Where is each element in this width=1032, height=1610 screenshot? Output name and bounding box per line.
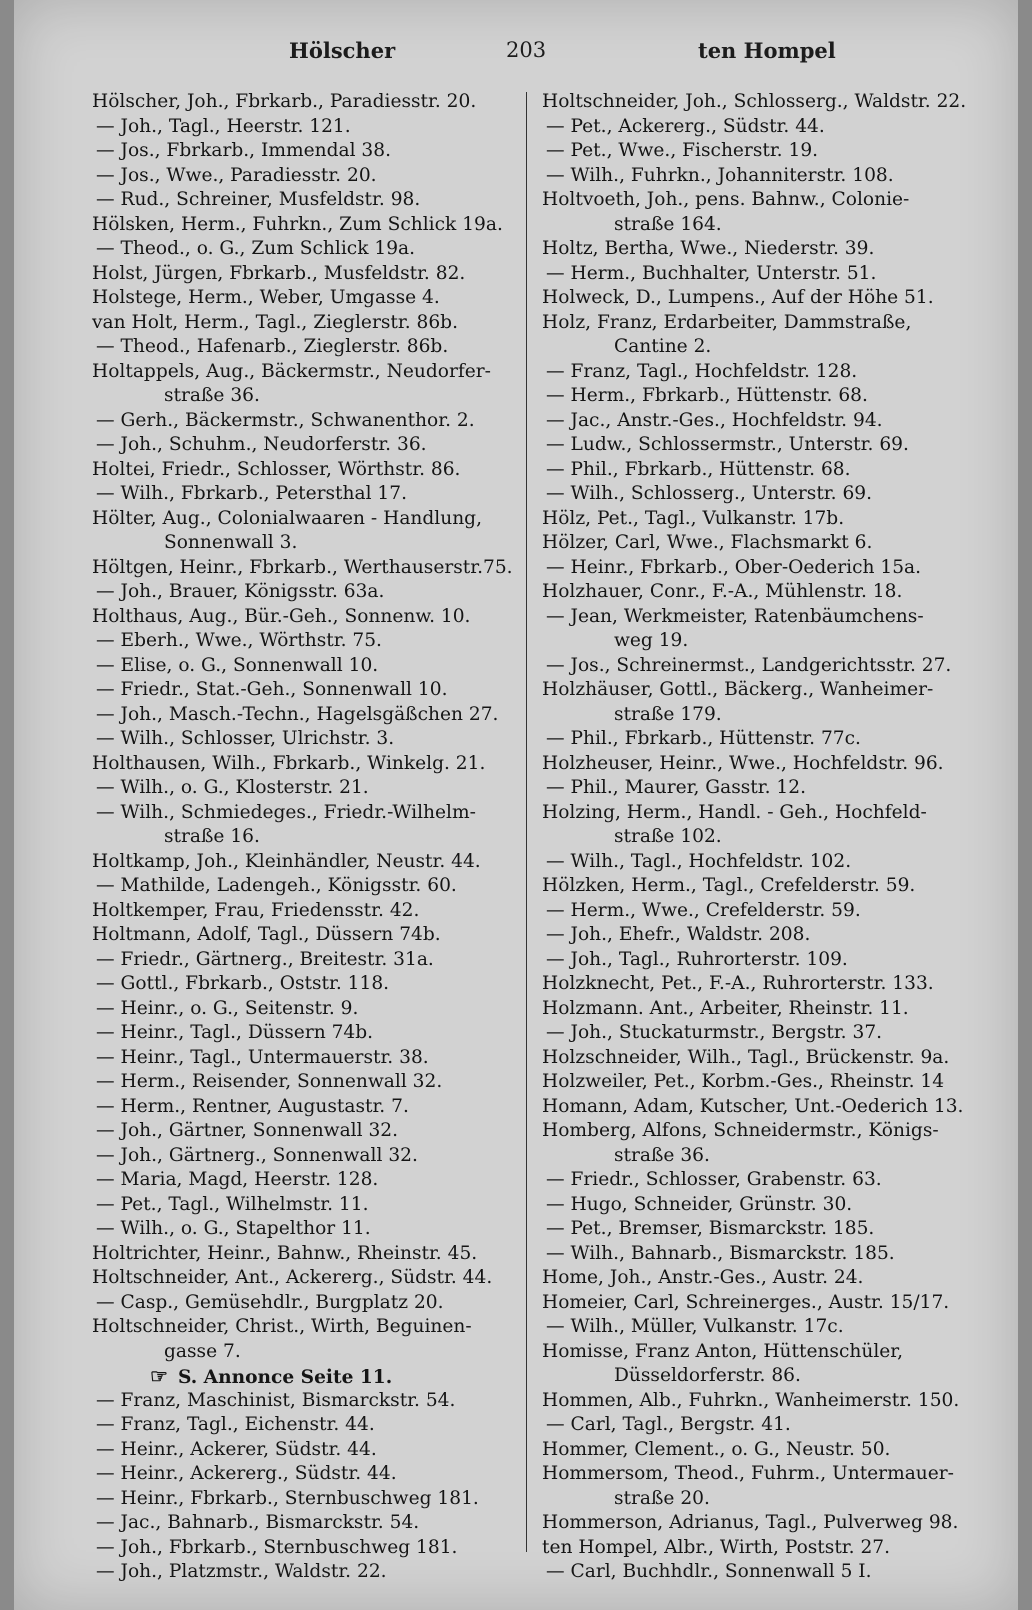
entry-text: — Wilh., Bahnarb., Bismarckstr. 185. (546, 1242, 895, 1264)
directory-entry (92, 1021, 532, 1046)
entry-text: Hölter, Aug., Colonialwaaren - Handlung, (92, 507, 482, 529)
entry-text: — Herm., Rentner, Augustastr. 7. (96, 1095, 409, 1117)
entry-text: — Franz, Tagl., Eichenstr. 44. (96, 1414, 375, 1435)
entry-text: van Holt, Herm., Tagl., Zieglerstr. 86b. (92, 311, 458, 333)
directory-entry (542, 1340, 982, 1365)
directory-entry (92, 237, 532, 262)
entry-continuation (92, 384, 532, 409)
entry-text: Holtkamp, Joh., Kleinhändler, Neustr. 44. (92, 850, 481, 872)
directory-entry (92, 948, 532, 973)
directory-entry (92, 1291, 532, 1316)
entry-text: — Eberh., Wwe., Wörthstr. 75. (96, 630, 382, 651)
directory-entry (542, 384, 982, 409)
directory-entry (92, 1119, 532, 1144)
entry-text: — Gottl., Fbrkarb., Oststr. 118. (96, 973, 390, 994)
entry-text: Holzknecht, Pet., F.-A., Ruhrorterstr. 133. (542, 973, 934, 994)
directory-entry (92, 1168, 532, 1193)
entry-text: Holstege, Herm., Weber, Umgasse 4. (92, 287, 440, 308)
directory-entry (92, 899, 532, 924)
directory-entry (92, 752, 532, 777)
directory-entry (542, 727, 982, 752)
directory-entry (92, 433, 532, 458)
entry-text: Holtschneider, Ant., Ackererg., Südstr. 44. (92, 1267, 493, 1288)
directory-entry (542, 1095, 982, 1120)
entry-text: Holthausen, Wilh., Fbrkarb., Winkelg. 21. (92, 752, 486, 774)
entry-text: — Joh., Tagl., Heerstr. 121. (96, 115, 351, 137)
entry-continuation (542, 1144, 982, 1169)
directory-entry (542, 90, 982, 115)
entry-continuation (92, 531, 532, 556)
entry-text: Holweck, D., Lumpens., Auf der Höhe 51. (542, 287, 934, 308)
entry-text: Holzing, Herm., Handl. - Geh., Hochfeld- (542, 801, 927, 823)
entry-text: — Wilh., o. G., Stapelthor 11. (96, 1218, 371, 1239)
directory-entry (542, 923, 982, 948)
directory-entry (542, 752, 982, 777)
directory-entry (542, 997, 982, 1022)
directory-entry (542, 1070, 982, 1095)
directory-entry (92, 1046, 532, 1071)
entry-text: Sonnenwall 3. (164, 532, 298, 553)
entry-text: Cantine 2. (614, 336, 712, 357)
directory-entry (92, 727, 532, 752)
entry-text: Holzheuser, Heinr., Wwe., Hochfeldstr. 96. (542, 752, 944, 774)
directory-entry (542, 678, 982, 703)
entry-text: Homisse, Franz Anton, Hüttenschüler, (542, 1340, 904, 1362)
directory-entry (542, 115, 982, 140)
directory-entry (92, 776, 532, 801)
directory-entry (92, 335, 532, 360)
entry-text: — Wilh., Schmiedeges., Friedr.-Wilhelm- (96, 801, 476, 823)
entry-continuation (92, 1340, 532, 1365)
directory-entry (92, 1438, 532, 1463)
entry-text: Düsseldorferstr. 86. (614, 1365, 801, 1386)
entry-continuation (542, 825, 982, 850)
entry-text: — Elise, o. G., Sonnenwall 10. (96, 654, 379, 676)
directory-entry (542, 580, 982, 605)
entry-text: — Wilh., Fuhrkn., Johanniterstr. 108. (546, 164, 894, 186)
entry-text: Holtschneider, Joh., Schlosserg., Waldstr. 22. (542, 91, 967, 112)
directory-entry (92, 262, 532, 287)
directory-entry (92, 139, 532, 164)
entry-text: Hölz, Pet., Tagl., Vulkanstr. 17b. (542, 507, 845, 529)
directory-entry (92, 605, 532, 630)
directory-entry (542, 556, 982, 581)
entry-text: straße 164. (614, 213, 722, 235)
entry-text: gasse 7. (164, 1340, 241, 1362)
entry-text: — Mathilde, Ladengeh., Königsstr. 60. (96, 875, 457, 896)
entry-text: Hommerson, Adrianus, Tagl., Pulverweg 98. (542, 1512, 959, 1533)
entry-text: — Carl, Tagl., Bergstr. 41. (546, 1414, 791, 1435)
directory-entry (92, 1536, 532, 1561)
directory-entry (92, 1144, 532, 1169)
directory-entry (92, 556, 532, 581)
directory-entry (92, 1389, 532, 1414)
entry-text: — Herm., Buchhalter, Unterstr. 51. (546, 262, 877, 284)
entry-text: — Wilh., Schlosserg., Unterstr. 69. (546, 483, 873, 504)
directory-entry (92, 90, 532, 115)
directory-entry (542, 605, 982, 630)
directory-entry (542, 531, 982, 556)
entry-text: Holzhäuser, Gottl., Bäckerg., Wanheimer- (542, 679, 934, 700)
entry-text: — Joh., Masch.-Techn., Hagelsgäßchen 27. (96, 703, 499, 725)
directory-entry (542, 972, 982, 997)
directory-entry (92, 188, 532, 213)
entry-continuation (542, 1487, 982, 1512)
entry-text: — Joh., Stuckaturmstr., Bergstr. 37. (546, 1022, 883, 1043)
annonce-note (92, 1364, 532, 1389)
directory-entry (92, 850, 532, 875)
entry-text: — Franz, Maschinist, Bismarckstr. 54. (96, 1389, 456, 1411)
entry-text: Homeier, Carl, Schreinerges., Austr. 15/17. (542, 1291, 950, 1313)
directory-entry (92, 1413, 532, 1438)
directory-entry (542, 1413, 982, 1438)
entry-text: straße 20. (614, 1487, 710, 1509)
directory-entry (92, 654, 532, 679)
directory-entry (542, 1119, 982, 1144)
entry-text: — Herm., Wwe., Crefelderstr. 59. (546, 899, 861, 921)
directory-entry (92, 1560, 532, 1585)
entry-text: — Wilh., Müller, Vulkanstr. 17c. (546, 1316, 844, 1337)
directory-entry (92, 164, 532, 189)
directory-page (14, 0, 1018, 1610)
entry-continuation (542, 213, 982, 238)
directory-entry (542, 1046, 982, 1071)
entry-text: Holzschneider, Wilh., Tagl., Brückenstr. 9a. (542, 1046, 950, 1068)
entry-text: — Gerh., Bäckermstr., Schwanenthor. 2. (96, 409, 475, 431)
entry-text: S. Annonce Seite 11. (177, 1367, 393, 1388)
directory-entry (542, 654, 982, 679)
directory-entry (542, 1021, 982, 1046)
entry-text: straße 102. (614, 826, 722, 847)
entry-text: straße 36. (614, 1144, 710, 1166)
entry-continuation (92, 825, 532, 850)
entry-text: — Jac., Anstr.-Ges., Hochfeldstr. 94. (546, 409, 883, 431)
entry-text: — Heinr., o. G., Seitenstr. 9. (96, 997, 359, 1019)
entry-continuation (542, 629, 982, 654)
entry-text: Holtschneider, Christ., Wirth, Beguinen- (92, 1316, 472, 1337)
directory-entry (542, 776, 982, 801)
entry-text: — Wilh., o. G., Klosterstr. 21. (96, 777, 369, 798)
directory-entry (92, 1193, 532, 1218)
directory-entry (542, 1315, 982, 1340)
directory-entry (542, 286, 982, 311)
entry-text: — Casp., Gemüsehdlr., Burgplatz 20. (96, 1291, 444, 1313)
entry-text: Hölzer, Carl, Wwe., Flachsmarkt 6. (542, 532, 873, 553)
directory-entry (542, 1217, 982, 1242)
entry-text: Höltgen, Heinr., Fbrkarb., Werthauserstr.75. (92, 556, 513, 578)
header-right-keyword: ten Hompel (698, 38, 836, 63)
directory-entry (542, 801, 982, 826)
directory-entry (542, 262, 982, 287)
entry-text: weg 19. (614, 630, 689, 651)
pointing-hand-icon: ☞ (150, 1364, 168, 1388)
directory-entry (542, 899, 982, 924)
directory-entry (92, 1070, 532, 1095)
directory-entry (92, 1511, 532, 1536)
entry-text: — Wilh., Tagl., Hochfeldstr. 102. (546, 850, 852, 872)
entry-text: straße 36. (164, 385, 260, 406)
entry-text: Holtmann, Adolf, Tagl., Düssern 74b. (92, 924, 441, 945)
entry-text: — Herm., Reisender, Sonnenwall 32. (96, 1071, 443, 1092)
directory-entry (542, 1266, 982, 1291)
entry-text: — Wilh., Fbrkarb., Petersthal 17. (96, 483, 408, 504)
entry-text: Hölscher, Joh., Fbrkarb., Paradiesstr. 20. (92, 91, 477, 112)
entry-text: — Heinr., Fbrkarb., Ober-Oederich 15a. (546, 556, 922, 578)
directory-entry (542, 188, 982, 213)
entry-text: — Joh., Gärtnerg., Sonnenwall 32. (96, 1144, 418, 1166)
entry-text: — Franz, Tagl., Hochfeldstr. 128. (546, 360, 858, 382)
directory-entry (92, 360, 532, 385)
entry-text: — Joh., Gärtner, Sonnenwall 32. (96, 1120, 399, 1141)
left-column (92, 90, 532, 1585)
entry-text: — Joh., Platzmstr., Waldstr. 22. (96, 1561, 387, 1582)
entry-text: — Pet., Tagl., Wilhelmstr. 11. (96, 1193, 369, 1215)
entry-text: — Joh., Ehefr., Waldstr. 208. (546, 924, 811, 945)
entry-text: Holtappels, Aug., Bäckermstr., Neudorfer- (92, 360, 491, 382)
directory-entry (542, 1511, 982, 1536)
directory-entry (92, 580, 532, 605)
directory-entry (92, 286, 532, 311)
entry-text: — Joh., Tagl., Ruhrorterstr. 109. (546, 948, 848, 970)
directory-entry (92, 1242, 532, 1267)
entry-text: Homberg, Alfons, Schneidermstr., Königs- (542, 1120, 939, 1141)
entry-text: — Pet., Wwe., Fischerstr. 19. (546, 140, 819, 161)
entry-text: ten Hompel, Albr., Wirth, Poststr. 27. (542, 1536, 891, 1558)
directory-entry (542, 139, 982, 164)
directory-entry (542, 1291, 982, 1316)
directory-entry (92, 213, 532, 238)
directory-entry (542, 948, 982, 973)
directory-entry (92, 482, 532, 507)
entry-text: Hölsken, Herm., Fuhrkn., Zum Schlick 19a. (92, 213, 503, 235)
entry-text: — Jos., Schreinermst., Landgerichtsstr. 27. (546, 654, 952, 676)
directory-entry (542, 237, 982, 262)
entry-text: Holtei, Friedr., Schlosser, Wörthstr. 86. (92, 458, 461, 480)
entry-text: Holtvoeth, Joh., pens. Bahnw., Colonie- (542, 189, 910, 210)
entry-text: — Friedr., Schlosser, Grabenstr. 63. (546, 1169, 882, 1190)
entry-text: — Pet., Ackererg., Südstr. 44. (546, 115, 825, 137)
entry-text: — Jac., Bahnarb., Bismarckstr. 54. (96, 1512, 420, 1533)
directory-entry (542, 311, 982, 336)
directory-entry (542, 1462, 982, 1487)
entry-text: — Heinr., Ackerer, Südstr. 44. (96, 1438, 377, 1460)
directory-entry (92, 115, 532, 140)
directory-entry (542, 1242, 982, 1267)
entry-text: Holz, Franz, Erdarbeiter, Dammstraße, (542, 311, 912, 333)
entry-text: — Friedr., Stat.-Geh., Sonnenwall 10. (96, 679, 448, 700)
entry-text: — Jean, Werkmeister, Ratenbäumchens- (546, 605, 924, 627)
directory-entry (92, 703, 532, 728)
directory-entry (92, 1315, 532, 1340)
directory-entry (542, 360, 982, 385)
entry-text: Holtrichter, Heinr., Bahnw., Rheinstr. 45. (92, 1242, 478, 1264)
entry-text: Home, Joh., Anstr.-Ges., Austr. 24. (542, 1267, 864, 1288)
directory-entry (542, 409, 982, 434)
directory-entry (92, 678, 532, 703)
entry-text: Hommer, Clement., o. G., Neustr. 50. (542, 1438, 891, 1460)
directory-entry (92, 972, 532, 997)
entry-text: Holzmann. Ant., Arbeiter, Rheinstr. 11. (542, 997, 909, 1019)
right-column (542, 90, 982, 1585)
directory-entry (92, 997, 532, 1022)
directory-entry (92, 311, 532, 336)
directory-entry (92, 507, 532, 532)
directory-entry (542, 1536, 982, 1561)
directory-entry (92, 1462, 532, 1487)
directory-entry (542, 1438, 982, 1463)
entry-text: — Phil., Maurer, Gasstr. 12. (546, 777, 807, 798)
directory-entry (542, 874, 982, 899)
directory-entry (542, 1389, 982, 1414)
entry-text: — Phil., Fbrkarb., Hüttenstr. 68. (546, 458, 851, 480)
page-number: 203 (506, 38, 547, 62)
directory-entry (92, 874, 532, 899)
directory-entry (92, 1095, 532, 1120)
entry-text: Hommen, Alb., Fuhrkn., Wanheimerstr. 150. (542, 1389, 960, 1411)
directory-entry (92, 1487, 532, 1512)
entry-text: straße 179. (614, 703, 722, 725)
entry-text: — Wilh., Schlosser, Ulrichstr. 3. (96, 728, 395, 749)
directory-entry (542, 850, 982, 875)
entry-text: Holtz, Bertha, Wwe., Niederstr. 39. (542, 238, 875, 259)
entry-text: — Heinr., Ackererg., Südstr. 44. (96, 1463, 397, 1484)
directory-entry (542, 1168, 982, 1193)
entry-text: — Heinr., Tagl., Düssern 74b. (96, 1022, 374, 1043)
directory-entry (92, 409, 532, 434)
directory-entry (92, 458, 532, 483)
directory-entry (92, 1266, 532, 1291)
entry-text: — Herm., Fbrkarb., Hüttenstr. 68. (546, 385, 868, 406)
directory-entry (542, 507, 982, 532)
entry-text: — Hugo, Schneider, Grünstr. 30. (546, 1193, 853, 1215)
directory-entry (542, 482, 982, 507)
entry-text: Holst, Jürgen, Fbrkarb., Musfeldstr. 82. (92, 262, 466, 284)
entry-text: — Joh., Brauer, Königsstr. 63a. (96, 581, 385, 602)
page-header (14, 30, 1018, 80)
entry-text: — Maria, Magd, Heerstr. 128. (96, 1169, 379, 1190)
directory-entry (92, 801, 532, 826)
entry-text: Holzhauer, Conr., F.-A., Mühlenstr. 18. (542, 581, 903, 602)
entry-text: — Jos., Fbrkarb., Immendal 38. (96, 140, 391, 161)
entry-text: Holtkemper, Frau, Friedensstr. 42. (92, 899, 420, 921)
entry-text: — Joh., Fbrkarb., Sternbuschweg 181. (96, 1536, 458, 1558)
directory-entry (542, 1193, 982, 1218)
entry-continuation (542, 1364, 982, 1389)
entry-text: — Heinr., Tagl., Untermauerstr. 38. (96, 1046, 429, 1068)
entry-text: Hölzken, Herm., Tagl., Crefelderstr. 59. (542, 875, 916, 896)
directory-entry (92, 629, 532, 654)
header-left-keyword: Hölscher (289, 38, 396, 63)
entry-text: Hommersom, Theod., Fuhrm., Untermauer- (542, 1463, 954, 1484)
entry-text: — Pet., Bremser, Bismarckstr. 185. (546, 1218, 875, 1239)
entry-text: — Joh., Schuhm., Neudorferstr. 36. (96, 434, 427, 455)
entry-text: — Heinr., Fbrkarb., Sternbuschweg 181. (96, 1487, 479, 1509)
entry-text: Holzweiler, Pet., Korbm.-Ges., Rheinstr. 14 (542, 1071, 945, 1092)
entry-text: straße 16. (164, 826, 260, 847)
entry-text: Holthaus, Aug., Bür.-Geh., Sonnenw. 10. (92, 605, 471, 627)
entry-text: — Theod., Hafenarb., Zieglerstr. 86b. (96, 336, 449, 357)
directory-entry (542, 1560, 982, 1585)
entry-text: — Ludw., Schlossermstr., Unterstr. 69. (546, 434, 909, 455)
entry-continuation (542, 703, 982, 728)
entry-text: — Jos., Wwe., Paradiesstr. 20. (96, 164, 377, 186)
entry-text: — Friedr., Gärtnerg., Breitestr. 31a. (96, 948, 434, 970)
entry-text: Homann, Adam, Kutscher, Unt.-Oederich 13. (542, 1095, 964, 1117)
entry-text: — Carl, Buchhdlr., Sonnenwall 5 I. (546, 1561, 872, 1582)
directory-entry (542, 164, 982, 189)
entry-continuation (542, 335, 982, 360)
directory-entry (542, 433, 982, 458)
entry-text: — Phil., Fbrkarb., Hüttenstr. 77c. (546, 728, 861, 749)
column-divider (526, 92, 527, 1552)
entry-text: — Theod., o. G., Zum Schlick 19a. (96, 238, 416, 259)
directory-entry (92, 923, 532, 948)
directory-entry (542, 458, 982, 483)
entry-text: — Rud., Schreiner, Musfeldstr. 98. (96, 189, 421, 210)
directory-entry (92, 1217, 532, 1242)
